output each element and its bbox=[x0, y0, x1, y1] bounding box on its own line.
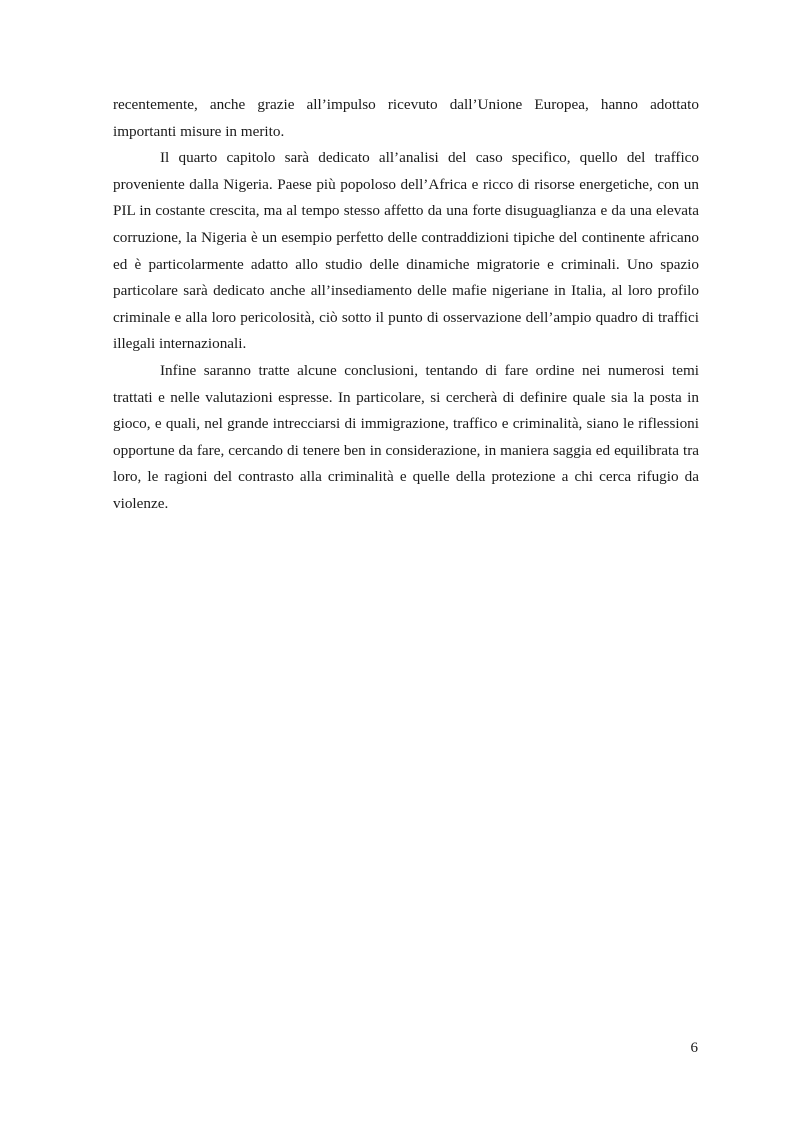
paragraph-chapter-four: Il quarto capitolo sarà dedicato all’analisi del caso specifico, quello del traffico proveniente dalla Nigeria. Paese più popoloso dell’Africa e ricco di risorse energetiche, con un PIL in costante crescita, ma al tempo stesso affetto da una forte disuguaglianza e da una elevata corruzione, la Nigeria è un esempio perfetto delle contraddizioni tipiche del continente africano ed è particolarmente adatto allo studio delle dinamiche migratorie e criminali. Uno spazio particolare sarà dedicato anche all’insediamento delle mafie nigeriane in Italia, al loro profilo criminale e alla loro pericolosità, ciò sotto il punto di osservazione dell’ampio quadro di traffici illegali internazionali. bbox=[113, 149, 699, 353]
paragraph-conclusions: Infine saranno tratte alcune conclusioni, tentando di fare ordine nei numerosi temi trattati e nelle valutazioni espresse. In particolare, si cercherà di definire quale sia la posta in gioco, e quali, nel grande intrecciarsi di immigrazione, traffico e criminalità, siano le riflessioni opportune da fare, cercando di tenere ben in considerazione, in maniera saggia ed equilibrata tra loro, le ragioni del contrasto alla criminalità e quelle della protezione a chi cerca rifugio da violenze. bbox=[113, 361, 699, 512]
paragraph-continuation: recentemente, anche grazie all’impulso ricevuto dall’Unione Europea, hanno adottato importanti misure in merito. bbox=[113, 96, 699, 140]
body-text bbox=[113, 92, 699, 518]
page-number: 6 bbox=[690, 1040, 698, 1056]
